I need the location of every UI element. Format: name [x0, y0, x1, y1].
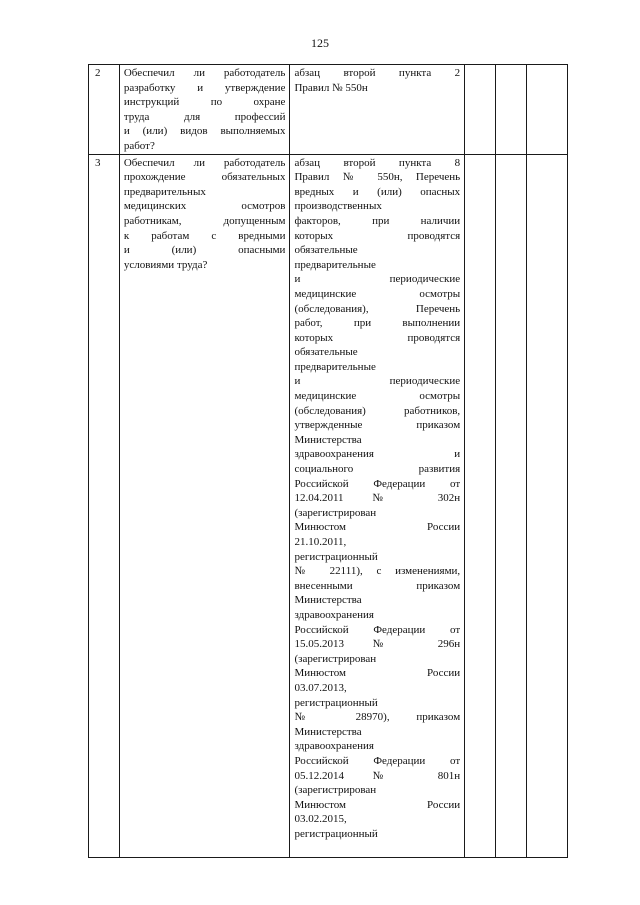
text-line: № 28970), приказом [294, 711, 461, 724]
text-line: (обследования), Перечень [294, 302, 461, 315]
text-line: работникам, допущенным [123, 214, 286, 227]
text-line: и периодические [294, 375, 461, 388]
text-line: Обеспечил ли работодатель [123, 156, 286, 169]
text-line: регистрационный [294, 550, 378, 563]
row-number: 3 [95, 156, 101, 169]
text-line: работ? [123, 139, 155, 152]
text-line: (зарегистрирован [294, 506, 377, 519]
row-number-cell [89, 65, 120, 155]
text-line: 03.07.2013, [294, 681, 347, 694]
text-line: (обследования) работников, [294, 404, 461, 417]
text-line: условиями труда? [123, 258, 208, 271]
text-line: 05.12.2014 № 801н [294, 769, 461, 782]
text-line: утвержденные приказом [294, 419, 461, 432]
answer-yes-cell[interactable] [465, 154, 496, 857]
answer-no-cell[interactable] [496, 154, 527, 857]
reference-cell [290, 65, 465, 155]
text-line: здравоохранения [294, 608, 374, 621]
text-line: регистрационный [294, 696, 378, 709]
text-line: Министерства [294, 433, 362, 446]
text-line: Правил № 550н [294, 81, 368, 94]
text-line: абзац второй пункта 8 [294, 156, 461, 169]
text-line: обязательные [294, 244, 358, 257]
reference-text [290, 155, 464, 842]
answer-yes-cell[interactable] [465, 65, 496, 155]
text-line: Министерства [294, 594, 362, 607]
text-line: производственных [294, 200, 382, 213]
reference-cell [290, 154, 465, 857]
table-row [89, 154, 568, 857]
text-line: работ, при выполнении [294, 317, 461, 330]
text-line: социального развития [294, 463, 461, 476]
text-line: Обеспечил ли работодатель [123, 67, 286, 79]
text-line: здравоохранения [294, 740, 374, 753]
text-line: вредных и (или) опасных [294, 185, 461, 198]
text-line: и (или) видов выполняемых [123, 125, 286, 138]
text-line: медицинских осмотров [123, 200, 286, 213]
text-line: труда для профессий [123, 110, 286, 123]
text-line: 15.05.2013 № 296н [294, 638, 461, 651]
text-line: здравоохранения и [294, 448, 461, 461]
page-number: 125 [311, 36, 329, 50]
table-row [89, 65, 568, 155]
text-line: к работам с вредными [123, 229, 286, 242]
question-cell [119, 154, 290, 857]
text-line: предварительные [294, 258, 376, 271]
text-line: Правил № 550н, Перечень [294, 171, 461, 184]
text-line: (зарегистрирован [294, 784, 377, 797]
text-line: и периодические [294, 273, 461, 286]
answer-not-applicable-cell[interactable] [526, 154, 567, 857]
text-line: (зарегистрирован [294, 652, 377, 665]
text-line: медицинские осмотры [294, 390, 461, 403]
reference-text [290, 65, 464, 95]
text-line: Минюстом России [294, 667, 461, 680]
row-number: 2 [95, 67, 101, 79]
text-line: Министерства [294, 725, 362, 738]
text-line: 21.10.2011, [294, 536, 347, 548]
text-line: Минюстом России [294, 521, 461, 534]
text-line: разработку и утверждение [123, 81, 286, 94]
checklist-table [88, 64, 568, 858]
text-line: внесенными приказом [294, 579, 461, 592]
text-line: медицинские осмотры [294, 287, 461, 300]
text-line: обязательные [294, 346, 358, 359]
text-line: предварительные [294, 360, 376, 373]
question-text [120, 65, 290, 154]
text-line: инструкций по охране [123, 96, 286, 109]
text-line: Российской Федерации от [294, 754, 461, 767]
question-cell [119, 65, 290, 155]
text-line: Российской Федерации от [294, 477, 461, 490]
text-line: № 22111), с изменениями, [294, 565, 461, 578]
answer-not-applicable-cell[interactable] [526, 65, 567, 155]
text-line: факторов, при наличии [294, 214, 461, 227]
row-number-cell [89, 154, 120, 857]
text-line: Российской Федерации от [294, 623, 461, 636]
text-line: 12.04.2011 № 302н [294, 492, 461, 505]
text-line: абзац второй пункта 2 [294, 67, 461, 79]
text-line: 03.02.2015, [294, 813, 347, 826]
text-line: Минюстом России [294, 798, 461, 811]
text-line: прохождение обязательных [123, 171, 286, 184]
text-line: которых проводятся [294, 331, 461, 344]
text-line: которых проводятся [294, 229, 461, 242]
text-line: и (или) опасными [123, 244, 286, 257]
text-line: предварительных [123, 185, 206, 198]
answer-no-cell[interactable] [496, 65, 527, 155]
question-text [120, 155, 290, 273]
text-line: регистрационный [294, 827, 378, 840]
